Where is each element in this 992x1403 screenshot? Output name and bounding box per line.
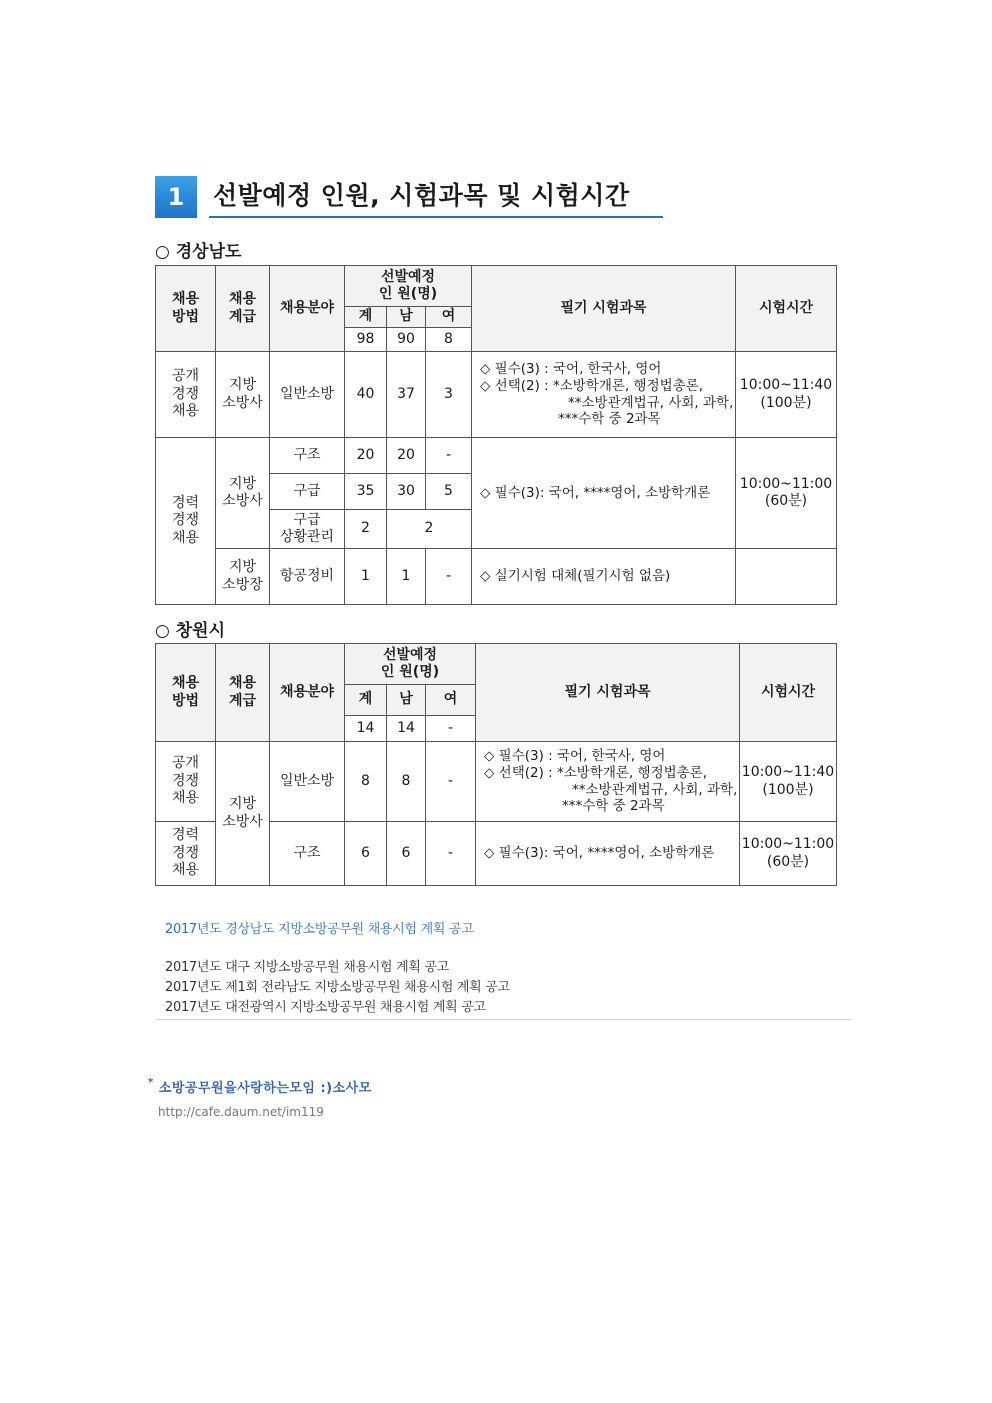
gyeongnam-table: [155, 265, 837, 605]
merged-count-cell: 2: [387, 510, 472, 549]
male-cell: 20: [387, 438, 426, 474]
table-row: [156, 549, 837, 605]
male-cell: 1: [387, 549, 426, 605]
header-female: 여: [426, 685, 476, 716]
field-cell: 구급: [270, 474, 345, 510]
cafe-name: 소방공무원을사랑하는모임 :)소사모: [158, 1081, 372, 1096]
male-cell: 8: [387, 742, 426, 822]
header-time: 시험시간: [740, 644, 837, 742]
subject-line: ***수학 중 2과목: [558, 411, 661, 428]
related-link[interactable]: 2017년도 제1회 전라남도 지방소방공무원 채용시험 계획 공고: [165, 980, 510, 995]
header-method: 채용 방법: [156, 266, 216, 352]
female-cell: 3: [426, 352, 472, 438]
method-cell: 공개 경쟁 채용: [156, 742, 216, 822]
table-row: [156, 438, 837, 474]
header-time: 시험시간: [736, 266, 837, 352]
total-cell: 20: [345, 438, 387, 474]
time-cell: 10:00~11:00 (60분): [740, 822, 837, 886]
grade-cell: 지방 소방사: [216, 352, 270, 438]
section-number-badge: 1: [155, 176, 197, 218]
female-count: 8: [426, 328, 472, 352]
header-subjects: 필기 시험과목: [472, 266, 736, 352]
related-link[interactable]: 2017년도 대구 지방소방공무원 채용시험 계획 공고: [165, 960, 449, 975]
changwon-label: ○ 창원시: [155, 621, 226, 641]
subjects-cell: [476, 742, 740, 822]
divider: [155, 1019, 851, 1020]
section-title: 선발예정 인원, 시험과목 및 시험시간: [209, 176, 663, 218]
field-cell: 구조: [270, 822, 345, 886]
table-row: [156, 352, 837, 438]
female-cell: -: [426, 822, 476, 886]
subject-line: ◇ 선택(2) : *소방학개론, 행정법총론,: [480, 377, 704, 394]
total-cell: 2: [345, 510, 387, 549]
subject-line: ◇ 선택(2) : *소방학개론, 행정법총론,: [484, 764, 708, 781]
grade-cell: 지방 소방사: [216, 742, 270, 886]
total-cell: 35: [345, 474, 387, 510]
time-cell: [736, 549, 837, 605]
female-cell: -: [426, 549, 472, 605]
subject-line: **소방관계법규, 사회, 과학,: [572, 781, 738, 798]
header-male: 남: [387, 307, 426, 328]
subject-line: ***수학 중 2과목: [562, 798, 665, 815]
header-total: 계: [345, 685, 387, 716]
grade-cell: 지방 소방장: [216, 549, 270, 605]
header-quota: 선발예정 인 원(명): [345, 266, 472, 307]
method-cell: 경력 경쟁 채용: [156, 822, 216, 886]
male-count: 90: [387, 328, 426, 352]
total-cell: 1: [345, 549, 387, 605]
header-field: 채용분야: [270, 266, 345, 352]
section-heading: [155, 176, 663, 218]
time-cell: 10:00~11:40 (100분): [736, 352, 837, 438]
time-cell: 10:00~11:00 (60분): [736, 438, 837, 549]
gyeongnam-label: ○ 경상남도: [155, 242, 242, 262]
related-link-primary[interactable]: 2017년도 경상남도 지방소방공무원 채용시험 계획 공고: [165, 922, 474, 937]
header-male: 남: [387, 685, 426, 716]
bullet-mark: *: [148, 1077, 154, 1088]
male-cell: 30: [387, 474, 426, 510]
table-row: [156, 742, 837, 822]
method-cell: 경력 경쟁 채용: [156, 438, 216, 605]
total-count: 98: [345, 328, 387, 352]
header-total: 계: [345, 307, 387, 328]
header-quota: 선발예정 인 원(명): [345, 644, 476, 685]
field-cell: 항공정비: [270, 549, 345, 605]
female-cell: -: [426, 742, 476, 822]
total-count: 14: [345, 716, 387, 742]
subjects-cell: ◇ 필수(3): 국어, ****영어, 소방학개론: [472, 438, 736, 549]
cafe-signature[interactable]: [148, 1077, 372, 1096]
method-cell: 공개 경쟁 채용: [156, 352, 216, 438]
subject-line: **소방관계법규, 사회, 과학,: [568, 394, 734, 411]
cafe-url[interactable]: http://cafe.daum.net/im119: [158, 1105, 324, 1119]
header-method: 채용 방법: [156, 644, 216, 742]
female-count: -: [426, 716, 476, 742]
subject-line: ◇ 필수(3) : 국어, 한국사, 영어: [484, 747, 666, 764]
header-grade: 채용 계급: [216, 644, 270, 742]
female-cell: -: [426, 438, 472, 474]
male-cell: 6: [387, 822, 426, 886]
changwon-table: [155, 643, 837, 886]
subjects-cell: ◇ 실기시험 대체(필기시험 없음): [472, 549, 736, 605]
header-female: 여: [426, 307, 472, 328]
female-cell: 5: [426, 474, 472, 510]
male-cell: 37: [387, 352, 426, 438]
male-count: 14: [387, 716, 426, 742]
related-link[interactable]: 2017년도 대전광역시 지방소방공무원 채용시험 계획 공고: [165, 1000, 486, 1015]
field-cell: 일반소방: [270, 352, 345, 438]
header-subjects: 필기 시험과목: [476, 644, 740, 742]
total-cell: 8: [345, 742, 387, 822]
total-cell: 6: [345, 822, 387, 886]
subject-line: ◇ 필수(3) : 국어, 한국사, 영어: [480, 360, 662, 377]
field-cell: 구급 상황관리: [270, 510, 345, 549]
grade-cell: 지방 소방사: [216, 438, 270, 549]
subjects-cell: ◇ 필수(3): 국어, ****영어, 소방학개론: [476, 822, 740, 886]
field-cell: 일반소방: [270, 742, 345, 822]
header-grade: 채용 계급: [216, 266, 270, 352]
header-field: 채용분야: [270, 644, 345, 742]
time-cell: 10:00~11:40 (100분): [740, 742, 837, 822]
field-cell: 구조: [270, 438, 345, 474]
total-cell: 40: [345, 352, 387, 438]
subjects-cell: [472, 352, 736, 438]
